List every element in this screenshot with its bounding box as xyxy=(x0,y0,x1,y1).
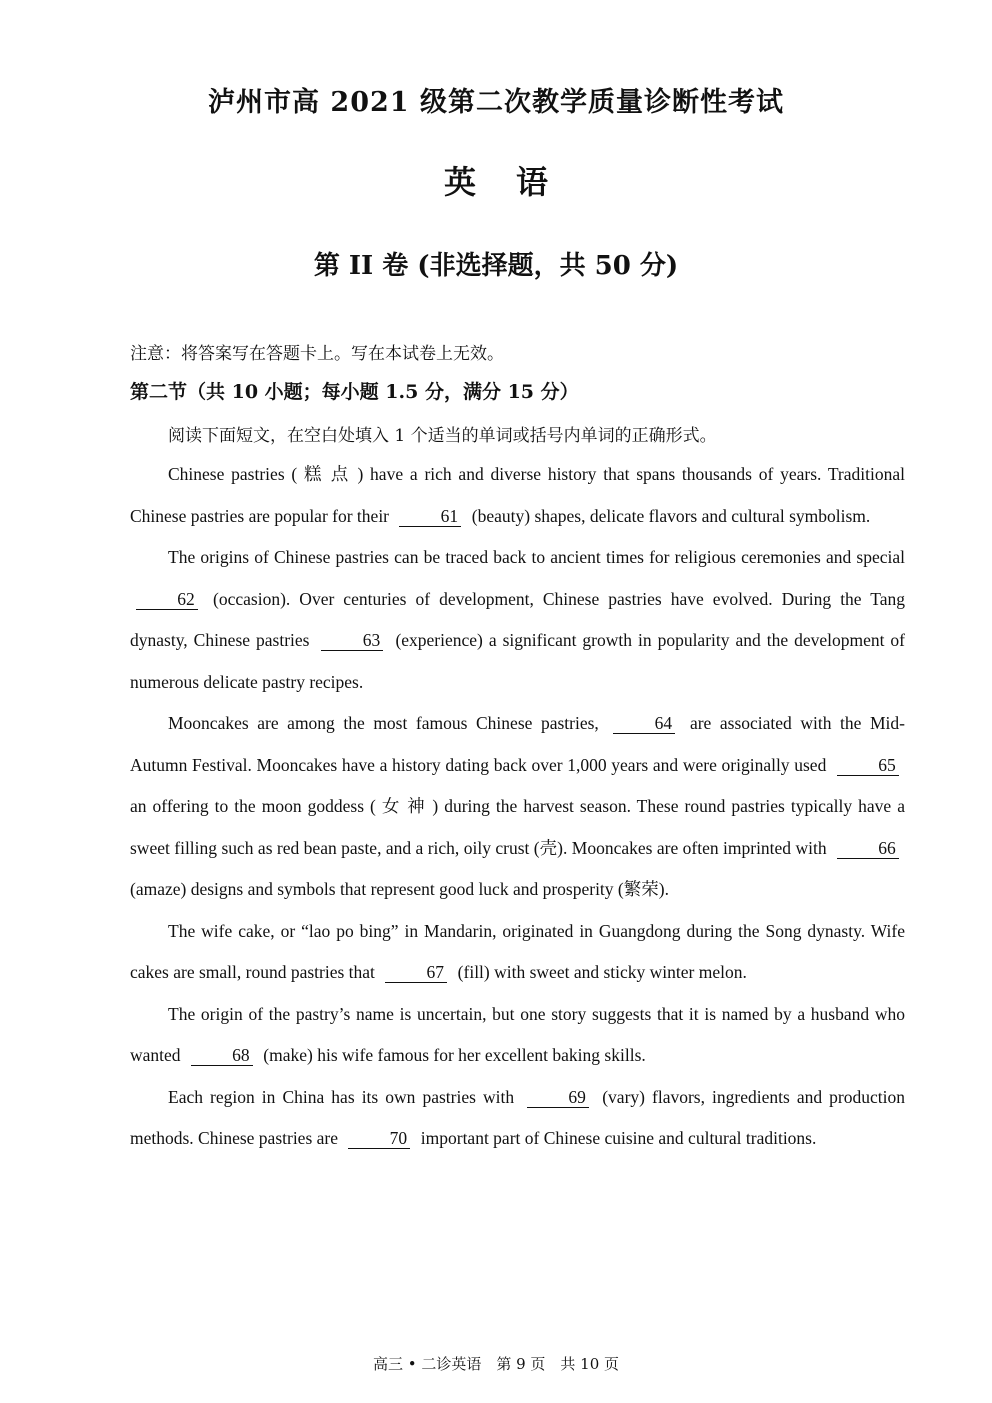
paragraph-text: The wife cake, or “lao po bing” in Mandarin, originated in Guangdong during the Song dynasty. Wife cakes are small, round pastries that xyxy=(130,920,905,982)
passage-paragraph-3 xyxy=(130,703,905,911)
reading-passage xyxy=(130,454,905,1160)
passage-paragraph-2 xyxy=(130,537,905,703)
blank-65: 65 xyxy=(837,755,899,776)
paragraph-text: important part of Chinese cuisine and cultural traditions. xyxy=(420,1128,817,1148)
exam-title: 泸州市高 2021 级第二次教学质量诊断性考试 xyxy=(208,87,784,118)
passage-paragraph-4 xyxy=(130,911,905,994)
paragraph-text: (fill) with sweet and sticky winter melon. xyxy=(457,962,747,982)
paragraph-text: The origins of Chinese pastries can be traced back to ancient times for religious ceremonies and special xyxy=(168,547,905,567)
paragraph-text: Chinese pastries ( 糕 点 ) have a rich and diverse history that spans thousands of years. Traditional Chinese pastries are popular for their xyxy=(130,464,905,526)
blank-61: 61 xyxy=(399,506,461,527)
part-instruction: 阅读下面短文，在空白处填入 1 个适当的单词或括号内单词的正确形式。 xyxy=(168,426,717,446)
paragraph-text: Mooncakes are among the most famous Chinese pastries, xyxy=(168,713,599,733)
page-footer: 高三 • 二诊英语 第 9 页 共 10 页 xyxy=(372,1355,620,1373)
passage-paragraph-1 xyxy=(130,454,905,537)
blank-67: 67 xyxy=(385,962,447,983)
paragraph-text: an offering to the moon goddess ( 女 神 ) during the harvest season. These round pastries typically have a sweet filling such as red bean paste, and a rich, oily crust (壳). Mooncakes are often imprinted with xyxy=(130,796,905,858)
blank-64: 64 xyxy=(613,713,675,734)
paragraph-text: (make) his wife famous for her excellent baking skills. xyxy=(263,1045,646,1065)
subject-title: 英语 xyxy=(443,163,588,201)
passage-paragraph-6 xyxy=(130,1077,905,1160)
paragraph-text: are associated with the Mid-Autumn Festival. Mooncakes have a history dating back over 1,000 years and were originally used xyxy=(130,713,905,775)
blank-68: 68 xyxy=(191,1045,253,1066)
blank-70: 70 xyxy=(348,1128,410,1149)
paragraph-text: (vary) flavors, ingredients and production methods. Chinese pastries are xyxy=(130,1086,905,1148)
blank-69: 69 xyxy=(527,1087,589,1108)
paragraph-text: The origin of the pastry’s name is uncertain, but one story suggests that it is named by a husband who wanted xyxy=(130,1003,905,1065)
paragraph-text: (amaze) designs and symbols that represent good luck and prosperity (繁荣). xyxy=(130,879,669,899)
passage-paragraph-5 xyxy=(130,994,905,1077)
section-heading: 第 II 卷 (非选择题，共 50 分) xyxy=(313,251,679,281)
blank-62: 62 xyxy=(136,589,198,610)
answer-notice: 注意：将答案写在答题卡上。写在本试卷上无效。 xyxy=(130,344,504,364)
paragraph-text: (occasion). Over centuries of development, Chinese pastries have evolved. During the Tang dynasty, Chinese pastries xyxy=(130,588,906,650)
paragraph-text: (beauty) shapes, delicate flavors and cultural symbolism. xyxy=(471,505,871,526)
blank-66: 66 xyxy=(837,838,899,859)
paragraph-text: Each region in China has its own pastries with xyxy=(168,1086,515,1107)
blank-63: 63 xyxy=(321,630,383,651)
paragraph-text: (experience) a significant growth in popularity and the development of numerous delicate pastry recipes. xyxy=(130,630,906,692)
part-heading: 第二节（共 10 小题；每小题 1.5 分，满分 15 分） xyxy=(130,381,579,403)
